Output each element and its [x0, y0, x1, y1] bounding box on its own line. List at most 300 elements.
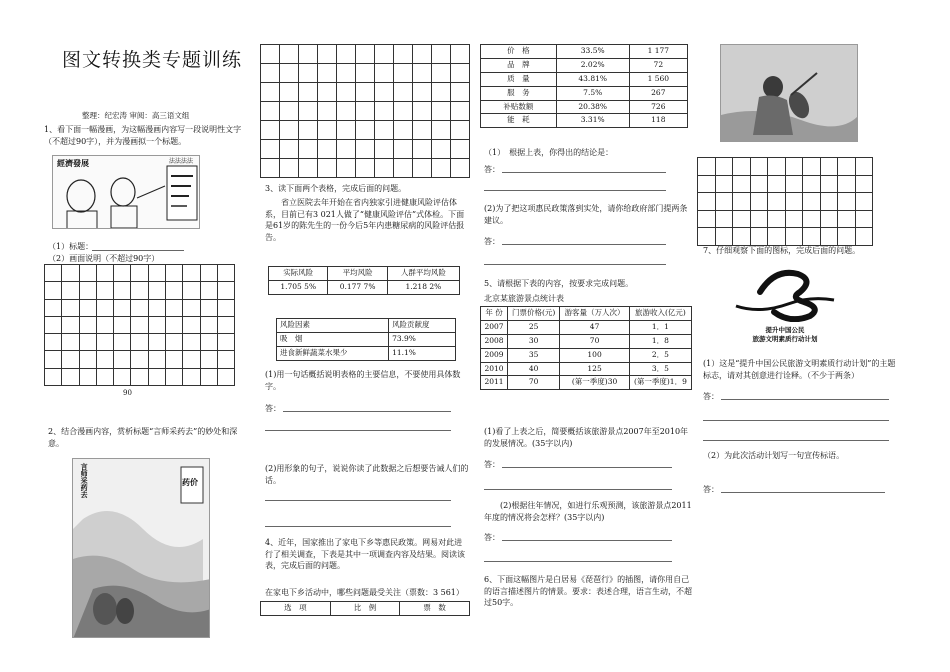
grid-cell[interactable]	[768, 175, 786, 193]
grid-cell[interactable]	[183, 299, 200, 316]
grid-cell[interactable]	[96, 299, 113, 316]
tourism-logo	[730, 262, 840, 344]
grid-cell[interactable]	[114, 316, 131, 333]
table-cell: 1 560	[629, 72, 687, 86]
grid-cell[interactable]	[698, 193, 716, 211]
page-title: 图文转换类专题训练	[62, 49, 243, 71]
grid-cell[interactable]	[217, 368, 234, 385]
table-cell: 1．8	[629, 334, 691, 348]
grid-cell[interactable]	[280, 45, 299, 64]
table-cell: 70	[560, 334, 630, 348]
grid-cell[interactable]	[356, 140, 375, 159]
grid-cell[interactable]	[413, 140, 432, 159]
grid-cell[interactable]	[432, 140, 451, 159]
grid-cell[interactable]	[62, 334, 79, 351]
table-header-cell: 风险贡献度	[389, 319, 456, 333]
answer-line[interactable]	[484, 561, 672, 562]
grid-cell[interactable]	[148, 282, 165, 299]
grid-cell[interactable]	[166, 265, 183, 282]
grid-cell[interactable]	[820, 193, 838, 211]
table-cell: 2010	[481, 362, 508, 376]
table-header-cell: 旅游收入(亿元)	[629, 307, 691, 321]
grid-cell[interactable]	[768, 228, 786, 246]
grid-cell[interactable]	[299, 102, 318, 121]
answer-line[interactable]	[703, 440, 889, 441]
grid-cell[interactable]	[131, 368, 148, 385]
grid-cell[interactable]	[750, 210, 768, 228]
grid-cell[interactable]	[375, 121, 394, 140]
table-header-cell: 实际风险	[269, 267, 328, 281]
grid-cell[interactable]	[785, 210, 803, 228]
table-cell: 35	[508, 348, 560, 362]
grid-cell[interactable]	[413, 159, 432, 178]
q3-text: 省立医院去年开始在省内独家引进健康风险评估体系，目前已有3 021人做了“健康风险评估”式体检。下面是61岁的陈先生的一份今后5年内患糖尿病的风险评估报告。	[265, 198, 465, 242]
q3-prompt: 3、读下面两个表格，完成后面的问题。	[265, 184, 407, 193]
answer-line[interactable]	[721, 492, 885, 493]
grid-cell[interactable]	[318, 140, 337, 159]
grid-cell[interactable]	[785, 158, 803, 176]
grid-cell[interactable]	[148, 265, 165, 282]
table-cell: 726	[629, 100, 687, 114]
grid-cell[interactable]	[79, 334, 96, 351]
grid-cell[interactable]	[114, 282, 131, 299]
table-cell: 72	[629, 58, 687, 72]
grid-cell[interactable]	[96, 368, 113, 385]
grid-cell[interactable]	[96, 334, 113, 351]
table-cell: 品 牌	[481, 58, 557, 72]
grid-cell[interactable]	[261, 140, 280, 159]
answer-line[interactable]	[283, 411, 451, 412]
grid-cell[interactable]	[166, 282, 183, 299]
grid-cell[interactable]	[785, 175, 803, 193]
grid-cell[interactable]	[803, 193, 821, 211]
grid-cell[interactable]	[375, 102, 394, 121]
grid-cell[interactable]	[337, 83, 356, 102]
grid-cell[interactable]	[855, 210, 873, 228]
grid-cell[interactable]	[96, 351, 113, 368]
grid-cell[interactable]	[62, 282, 79, 299]
grid-cell[interactable]	[45, 316, 62, 333]
grid-cell[interactable]	[337, 121, 356, 140]
grid-cell[interactable]	[261, 45, 280, 64]
grid-cell[interactable]	[261, 102, 280, 121]
grid-cell[interactable]	[45, 265, 62, 282]
q4-prompt: 4、近年，国家推出了家电下乡等惠民政策。网易对此进行了相关调查，下表是其中一项调查内容及结果。阅读该表，完成后面的问题。	[265, 538, 465, 571]
table-cell: (第一季度)30	[560, 376, 630, 390]
answer-label: 答：	[703, 485, 719, 494]
grid-cell[interactable]	[715, 193, 733, 211]
grid-cell[interactable]	[432, 83, 451, 102]
q6-prompt: 6、下面这幅图片是白居易《琵琶行》的插图，请你用自己的语言描述图片的情景。要求：表述合理，语言生动，不超过50字。	[484, 575, 692, 608]
grid-cell[interactable]	[200, 299, 217, 316]
cartoon-caption-left: 經濟發展	[57, 158, 89, 168]
grid-cell[interactable]	[183, 368, 200, 385]
grid-cell[interactable]	[114, 368, 131, 385]
table-cell: 2.02%	[556, 58, 629, 72]
grid-cell[interactable]	[318, 45, 337, 64]
grid-cell[interactable]	[299, 121, 318, 140]
table-cell: 1 177	[629, 45, 687, 59]
grid-cell[interactable]	[62, 368, 79, 385]
grid-cell[interactable]	[200, 334, 217, 351]
answer-line[interactable]	[502, 172, 666, 173]
answer-label: 答：	[484, 460, 500, 469]
grid-cell[interactable]	[375, 83, 394, 102]
answer-line[interactable]	[484, 264, 666, 265]
cartoon-caption-right: 法法法法	[169, 158, 194, 165]
pipa-illustration-image	[720, 44, 858, 142]
grid-cell[interactable]	[375, 159, 394, 178]
grid-cell[interactable]	[79, 282, 96, 299]
q3-factor-table	[276, 318, 456, 361]
q7-sub2: （2）为此次活动计划写一句宣传标语。	[703, 451, 845, 460]
grid-cell[interactable]	[838, 228, 856, 246]
grid-cell[interactable]	[148, 299, 165, 316]
grid-cell[interactable]	[45, 334, 62, 351]
grid-cell[interactable]	[451, 45, 470, 64]
grid-cell[interactable]	[451, 83, 470, 102]
grid-cell[interactable]	[698, 228, 716, 246]
q3-sub1: (1)用一句话概括说明表格的主要信息，不要使用具体数字。	[265, 370, 461, 391]
grid-cell[interactable]	[785, 193, 803, 211]
grid-cell[interactable]	[299, 83, 318, 102]
grid-cell[interactable]	[96, 316, 113, 333]
grid-cell[interactable]	[855, 158, 873, 176]
grid-cell[interactable]	[280, 121, 299, 140]
grid-cell[interactable]	[114, 299, 131, 316]
grid-cell[interactable]	[768, 210, 786, 228]
table-cell: 125	[560, 362, 630, 376]
grid-cell[interactable]	[698, 210, 716, 228]
answer-line[interactable]	[703, 420, 889, 421]
grid-cell[interactable]	[356, 159, 375, 178]
grid-cell[interactable]	[337, 102, 356, 121]
table-cell: 118	[629, 114, 687, 128]
q7-sub1: (1）这是“提升中国公民旅游文明素质行动计划”的主题标志，请对其创意进行诠释。（不少于两条）	[703, 359, 896, 380]
grid-cell[interactable]	[318, 121, 337, 140]
grid-cell[interactable]	[299, 140, 318, 159]
grid-cell[interactable]	[337, 159, 356, 178]
grid-cell[interactable]	[79, 368, 96, 385]
grid-cell[interactable]	[432, 121, 451, 140]
grid-cell[interactable]	[166, 351, 183, 368]
grid-cell[interactable]	[166, 299, 183, 316]
grid-cell[interactable]	[318, 64, 337, 83]
grid-cell[interactable]	[432, 64, 451, 83]
grid-cell[interactable]	[803, 175, 821, 193]
table-cell: 20.38%	[556, 100, 629, 114]
grid-cell[interactable]	[855, 228, 873, 246]
answer-line[interactable]	[502, 467, 672, 468]
grid-cell[interactable]	[148, 334, 165, 351]
grid-cell[interactable]	[375, 45, 394, 64]
grid-cell[interactable]	[299, 64, 318, 83]
grid-cell[interactable]	[166, 334, 183, 351]
table-cell: 补贴数额	[481, 100, 557, 114]
grid-cell[interactable]	[131, 282, 148, 299]
grid-cell[interactable]	[715, 228, 733, 246]
table-cell: 能 耗	[481, 114, 557, 128]
grid-cell[interactable]	[261, 121, 280, 140]
grid-cell[interactable]	[280, 83, 299, 102]
answer-line[interactable]	[265, 526, 451, 527]
grid-cell[interactable]	[299, 45, 318, 64]
grid-cell[interactable]	[183, 282, 200, 299]
table-cell: 进食新鲜蔬菜水果少	[277, 346, 389, 360]
table-cell: 服 务	[481, 86, 557, 100]
grid-cell[interactable]	[131, 334, 148, 351]
grid-cell[interactable]	[217, 316, 234, 333]
grid-cell[interactable]	[698, 175, 716, 193]
grid-cell[interactable]	[166, 316, 183, 333]
grid-cell[interactable]	[394, 64, 413, 83]
grid-cell[interactable]	[62, 316, 79, 333]
grid-cell[interactable]	[451, 102, 470, 121]
grid-cell[interactable]	[715, 175, 733, 193]
grid-cell[interactable]	[768, 158, 786, 176]
grid-cell[interactable]	[432, 102, 451, 121]
grid-cell[interactable]	[183, 316, 200, 333]
grid-cell[interactable]	[148, 351, 165, 368]
grid-cell[interactable]	[413, 121, 432, 140]
grid-cell[interactable]	[131, 316, 148, 333]
grid-cell[interactable]	[855, 175, 873, 193]
grid-cell[interactable]	[318, 102, 337, 121]
grid-cell[interactable]	[299, 159, 318, 178]
grid-cell[interactable]	[733, 175, 751, 193]
grid-cell[interactable]	[96, 282, 113, 299]
grid-cell[interactable]	[337, 140, 356, 159]
table-cell: (第一季度)1．9	[629, 376, 691, 390]
answer-line[interactable]	[721, 399, 889, 400]
grid-cell[interactable]	[356, 64, 375, 83]
q2-writing-grid[interactable]	[260, 44, 470, 178]
grid-cell[interactable]	[131, 265, 148, 282]
q4-table-title: 在家电下乡活动中，哪些问题最受关注（票数：3 561）	[265, 588, 464, 597]
grid-cell[interactable]	[356, 102, 375, 121]
herb-cartoon-caption: 言师采药去	[80, 463, 90, 498]
q1-title-answer-line[interactable]	[92, 250, 184, 251]
grid-cell[interactable]	[750, 158, 768, 176]
grid-cell[interactable]	[803, 158, 821, 176]
grid-cell[interactable]	[318, 159, 337, 178]
grid-cell[interactable]	[768, 193, 786, 211]
answer-line[interactable]	[502, 244, 666, 245]
grid-cell[interactable]	[451, 159, 470, 178]
grid-cell[interactable]	[356, 45, 375, 64]
table-cell: 11.1%	[389, 346, 456, 360]
grid-cell[interactable]	[200, 316, 217, 333]
grid-cell[interactable]	[200, 368, 217, 385]
grid-cell[interactable]	[803, 228, 821, 246]
grid-cell[interactable]	[261, 64, 280, 83]
grid-cell[interactable]	[394, 45, 413, 64]
grid-cell[interactable]	[413, 64, 432, 83]
grid-cell[interactable]	[280, 140, 299, 159]
grid-cell[interactable]	[45, 368, 62, 385]
q4-table-header	[260, 601, 470, 616]
logo-text-line1: 提升中国公民	[765, 325, 805, 334]
table-cell: 2007	[481, 320, 508, 334]
grid-cell[interactable]	[96, 265, 113, 282]
grid-cell[interactable]	[62, 351, 79, 368]
answer-label: 答：	[484, 237, 500, 246]
grid-cell[interactable]	[79, 265, 96, 282]
grid-cell[interactable]	[432, 159, 451, 178]
grid-cell[interactable]	[79, 351, 96, 368]
answer-line[interactable]	[484, 489, 672, 490]
grid-cell[interactable]	[148, 368, 165, 385]
grid-cell[interactable]	[45, 282, 62, 299]
grid-cell[interactable]	[432, 45, 451, 64]
grid-cell[interactable]	[820, 158, 838, 176]
grid-cell[interactable]	[79, 316, 96, 333]
grid-cell[interactable]	[183, 351, 200, 368]
table-cell: 吸 烟	[277, 332, 389, 346]
q5-sub1: (1)看了上表之后，简要概括该旅游景点2007年至2010年的发展情况。(35字以内)	[484, 427, 689, 448]
table-cell: 3.31%	[556, 114, 629, 128]
grid-cell[interactable]	[451, 64, 470, 83]
grid-cell[interactable]	[183, 265, 200, 282]
grid-cell[interactable]	[413, 83, 432, 102]
grid-cell[interactable]	[45, 351, 62, 368]
grid-cell[interactable]	[217, 334, 234, 351]
grid-cell[interactable]	[733, 210, 751, 228]
grid-cell[interactable]	[217, 351, 234, 368]
grid-cell[interactable]	[200, 265, 217, 282]
table-cell: 2．5	[629, 348, 691, 362]
table-header-cell: 游客量（万人次）	[560, 307, 630, 321]
grid-cell[interactable]	[715, 210, 733, 228]
grid-cell[interactable]	[280, 64, 299, 83]
grid-cell[interactable]	[413, 45, 432, 64]
table-cell: 2008	[481, 334, 508, 348]
grid-cell[interactable]	[838, 158, 856, 176]
grid-cell[interactable]	[114, 334, 131, 351]
grid-cell[interactable]	[820, 175, 838, 193]
authors-line: 整理：纪宏涛 审阅：高三语文组	[82, 111, 190, 120]
grid-cell[interactable]	[413, 102, 432, 121]
grid-cell[interactable]	[114, 351, 131, 368]
q6-writing-grid[interactable]	[697, 157, 873, 246]
answer-label: 答：	[265, 404, 281, 413]
q7-prompt: 7、仔细观察下面的图标，完成后面的问题。	[703, 246, 861, 255]
q3-risk-table	[268, 266, 460, 295]
tourism-brush-logo-icon	[730, 262, 840, 322]
grid-cell[interactable]	[280, 102, 299, 121]
grid-cell[interactable]	[79, 299, 96, 316]
grid-cell[interactable]	[394, 102, 413, 121]
table-cell: 2011	[481, 376, 508, 390]
grid-cell[interactable]	[375, 140, 394, 159]
answer-line[interactable]	[502, 540, 672, 541]
grid-cell[interactable]	[394, 140, 413, 159]
grid-cell[interactable]	[261, 83, 280, 102]
grid-cell[interactable]	[217, 265, 234, 282]
grid-cell[interactable]	[733, 193, 751, 211]
grid-cell[interactable]	[715, 158, 733, 176]
grid-cell[interactable]	[148, 316, 165, 333]
grid-cell[interactable]	[733, 228, 751, 246]
table-cell: 40	[508, 362, 560, 376]
grid-cell[interactable]	[394, 83, 413, 102]
grid-cell[interactable]	[855, 193, 873, 211]
grid-cell[interactable]	[838, 175, 856, 193]
q4-survey-table	[480, 44, 688, 128]
grid-cell[interactable]	[200, 351, 217, 368]
grid-cell[interactable]	[356, 83, 375, 102]
q1-writing-grid[interactable]	[44, 264, 235, 386]
grid-cell[interactable]	[45, 299, 62, 316]
grid-word-count-marker: 90	[123, 389, 132, 397]
q1-prompt: 1、看下面一幅漫画，为这幅漫画内容写一段说明性文字（不超过90字），并为漫画拟一个标题。	[44, 125, 242, 146]
grid-cell[interactable]	[733, 158, 751, 176]
table-header-cell: 平均风险	[328, 267, 387, 281]
grid-cell[interactable]	[394, 121, 413, 140]
grid-cell[interactable]	[62, 265, 79, 282]
grid-cell[interactable]	[820, 228, 838, 246]
grid-cell[interactable]	[451, 140, 470, 159]
answer-line[interactable]	[265, 430, 451, 431]
grid-cell[interactable]	[394, 159, 413, 178]
grid-cell[interactable]	[318, 83, 337, 102]
logo-text-line2: 旅游文明素质行动计划	[752, 335, 818, 344]
grid-cell[interactable]	[114, 265, 131, 282]
grid-cell[interactable]	[183, 334, 200, 351]
grid-cell[interactable]	[356, 121, 375, 140]
table-header-cell: 选 项	[261, 602, 331, 616]
answer-label: 答：	[484, 165, 500, 174]
table-cell: 0.177 7%	[328, 280, 387, 294]
grid-cell[interactable]	[803, 210, 821, 228]
answer-line[interactable]	[484, 190, 666, 191]
grid-cell[interactable]	[838, 210, 856, 228]
grid-cell[interactable]	[200, 282, 217, 299]
grid-cell[interactable]	[750, 175, 768, 193]
herb-cartoon-image	[72, 458, 210, 638]
grid-cell[interactable]	[62, 299, 79, 316]
herb-price-sign: 药价	[182, 477, 198, 487]
grid-cell[interactable]	[217, 299, 234, 316]
table-cell: 1.705 5%	[269, 280, 328, 294]
grid-cell[interactable]	[337, 64, 356, 83]
grid-cell[interactable]	[280, 159, 299, 178]
grid-cell[interactable]	[131, 299, 148, 316]
answer-line[interactable]	[265, 500, 451, 501]
grid-cell[interactable]	[131, 351, 148, 368]
table-header-cell: 年 份	[481, 307, 508, 321]
table-cell: 价 格	[481, 45, 557, 59]
table-cell: 质 量	[481, 72, 557, 86]
grid-cell[interactable]	[838, 193, 856, 211]
grid-cell[interactable]	[261, 159, 280, 178]
grid-cell[interactable]	[820, 210, 838, 228]
grid-cell[interactable]	[375, 64, 394, 83]
grid-cell[interactable]	[166, 368, 183, 385]
grid-cell[interactable]	[217, 282, 234, 299]
q2-prompt: 2、结合漫画内容，赏析标题“言师采药去”的妙处和深意。	[48, 427, 238, 448]
q5-sub2: (2)根据往年情况，如进行乐观预测，该旅游景点2011年度的情况将会怎样？(35字以内)	[484, 501, 692, 522]
table-cell: 43.81%	[556, 72, 629, 86]
table-cell: 25	[508, 320, 560, 334]
grid-cell[interactable]	[698, 158, 716, 176]
grid-cell[interactable]	[337, 45, 356, 64]
grid-cell[interactable]	[750, 228, 768, 246]
answer-label: 答：	[484, 533, 500, 542]
grid-cell[interactable]	[785, 228, 803, 246]
grid-cell[interactable]	[750, 193, 768, 211]
grid-cell[interactable]	[451, 121, 470, 140]
